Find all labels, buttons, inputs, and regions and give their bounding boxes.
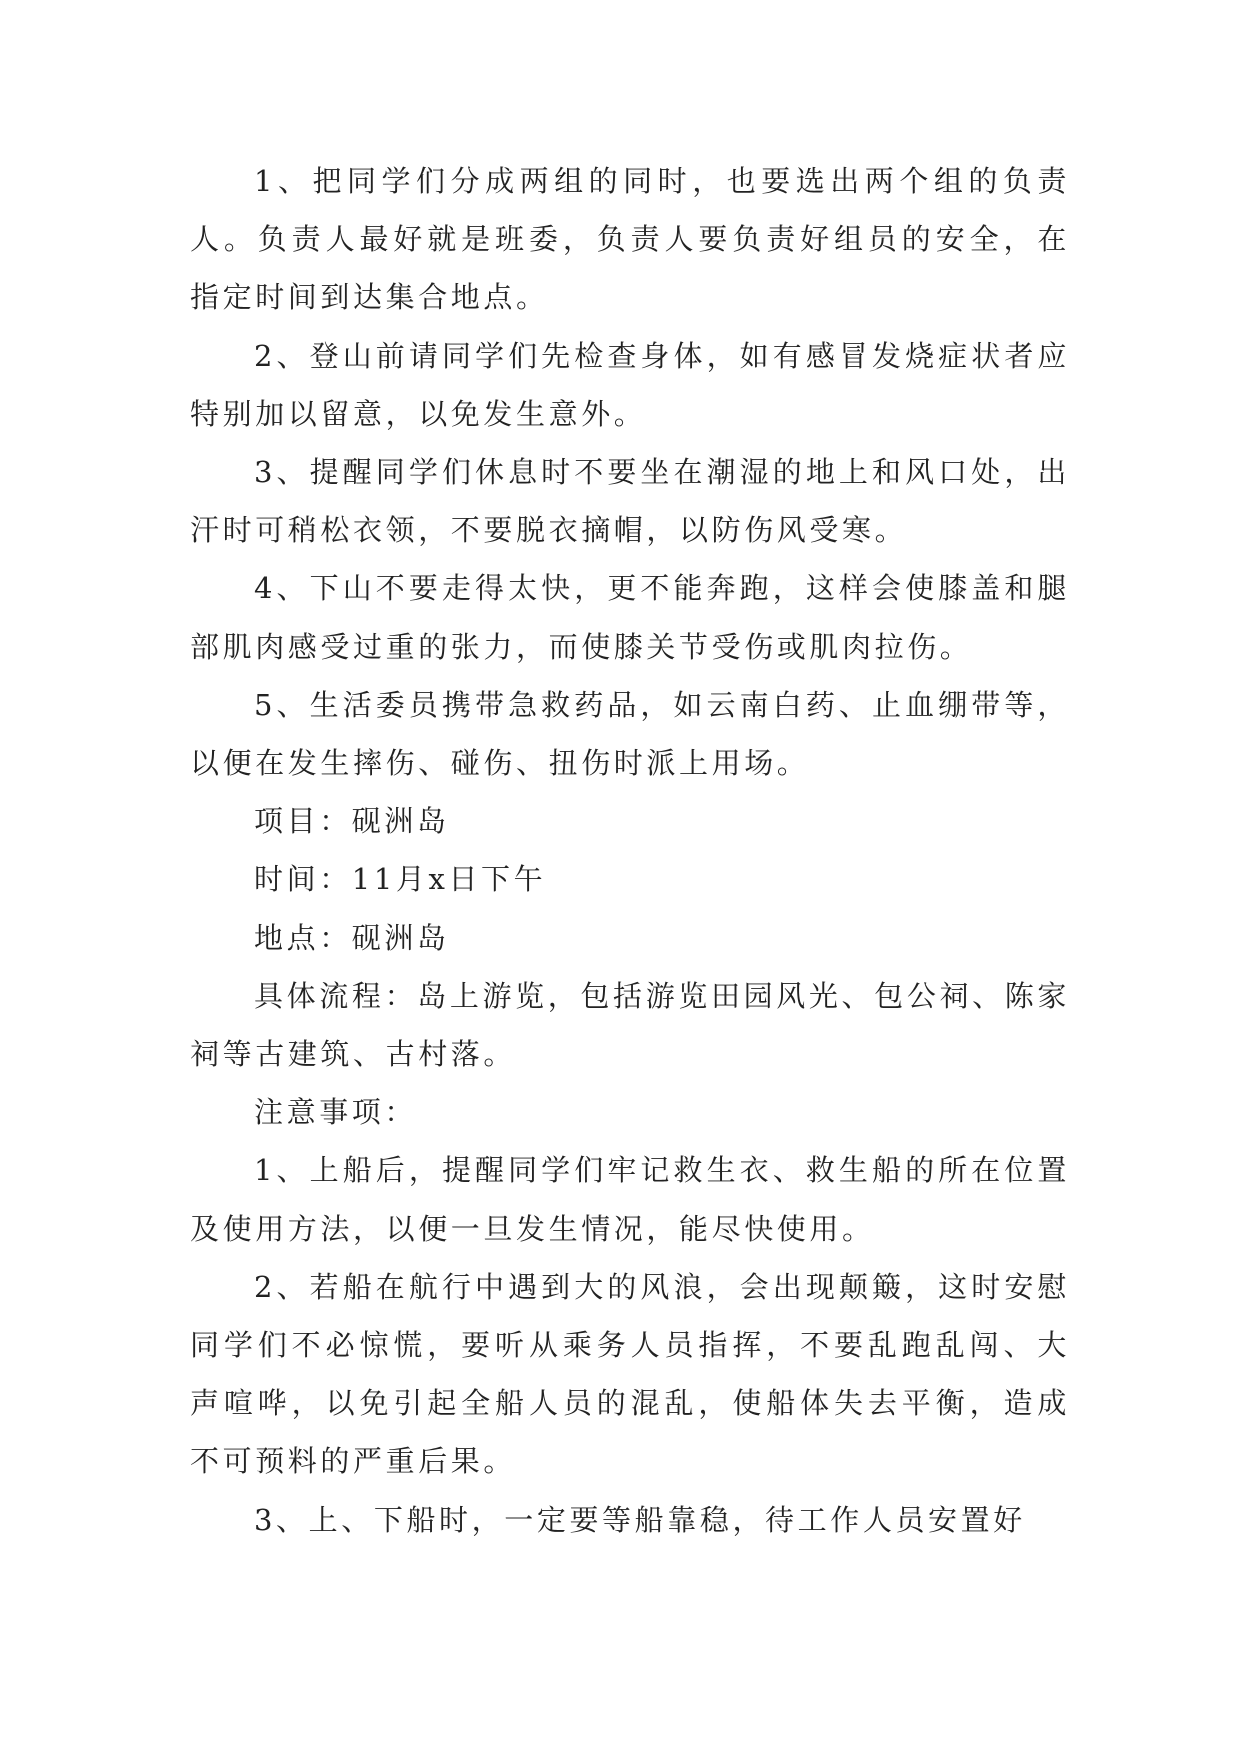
document-page bbox=[190, 152, 1070, 1549]
paragraph-notes-heading: 注意事项： bbox=[254, 1095, 418, 1130]
paragraph-safety-groups: 1、把同学们分成两组的同时，也要选出两个组的负责人。负责人最好就是班委，负责人要负责好组员的安全，在指定时间到达集合地点。 bbox=[190, 164, 1070, 315]
paragraph-boarding-procedure: 3、上、下船时，一定要等船靠稳，待工作人员安置好 bbox=[254, 1502, 1026, 1537]
paragraph-project: 项目：砚洲岛 bbox=[254, 804, 450, 839]
paragraph-location: 地点：砚洲岛 bbox=[254, 920, 450, 955]
paragraph-descent-advice: 4、下山不要走得太快，更不能奔跑，这样会使膝盖和腿部肌肉感受过重的张力，而使膝关节受伤或肌肉拉伤。 bbox=[190, 571, 1070, 664]
paragraph-health-check: 2、登山前请同学们先检查身体，如有感冒发烧症状者应特别加以留意，以免发生意外。 bbox=[190, 338, 1070, 431]
paragraph-rest-advice: 3、提醒同学们休息时不要坐在潮湿的地上和风口处，出汗时可稍松衣领，不要脱衣摘帽，以防伤风受寒。 bbox=[190, 455, 1070, 548]
paragraph-first-aid: 5、生活委员携带急救药品，如云南白药、止血绷带等，以便在发生摔伤、碰伤、扭伤时派上用场。 bbox=[190, 687, 1070, 781]
paragraph-boarding-safety: 1、上船后，提醒同学们牢记救生衣、救生船的所在位置及使用方法，以便一旦发生情况，能尽快使用。 bbox=[190, 1153, 1070, 1246]
paragraph-rough-water: 2、若船在航行中遇到大的风浪，会出现颠簸，这时安慰同学们不必惊慌，要听从乘务人员指挥，不要乱跑乱闯、大声喧哗，以免引起全船人员的混乱，使船体失去平衡，造成不可预料的严重后果。 bbox=[190, 1269, 1070, 1479]
paragraph-itinerary: 具体流程：岛上游览，包括游览田园风光、包公祠、陈家祠等古建筑、古村落。 bbox=[190, 978, 1070, 1072]
paragraph-time: 时间：11月x日下午 bbox=[254, 862, 547, 897]
